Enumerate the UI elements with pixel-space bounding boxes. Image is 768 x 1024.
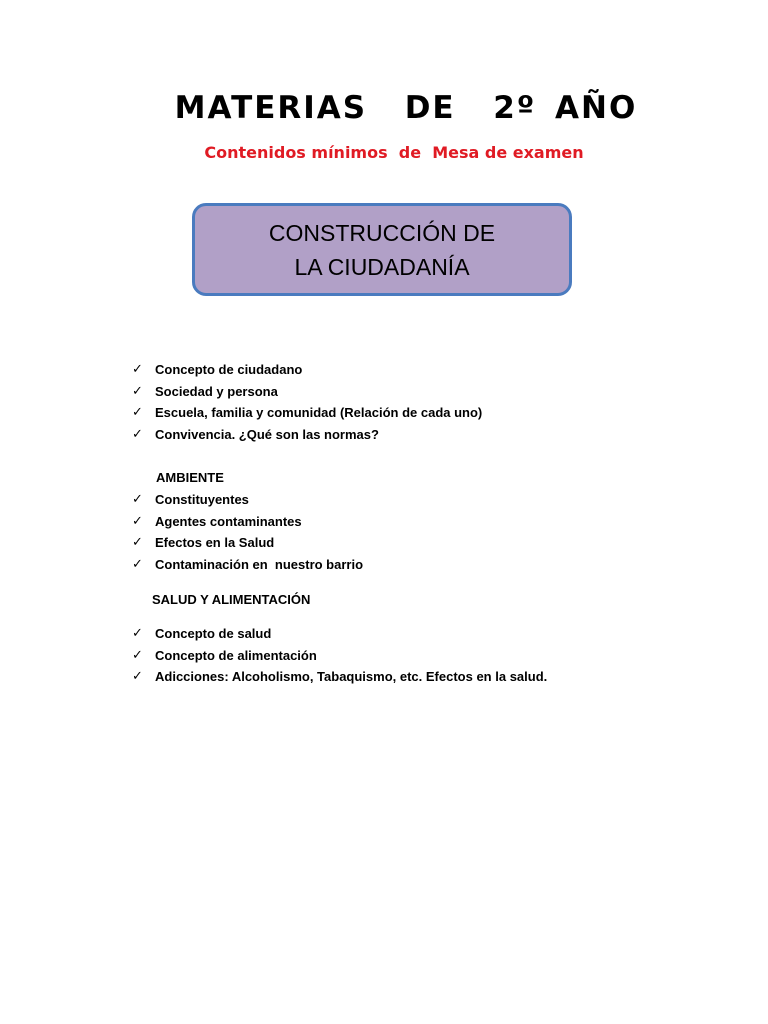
check-icon: ✓ bbox=[132, 626, 143, 641]
list-item-text: Efectos en la Salud bbox=[155, 535, 275, 551]
check-icon: ✓ bbox=[132, 647, 143, 663]
page-subtitle: Contenidos mínimos de Mesa de examen bbox=[204, 143, 584, 162]
check-icon: ✓ bbox=[132, 362, 143, 377]
page-title: MATERIAS DE 2º AÑO bbox=[174, 90, 638, 126]
list-item bbox=[132, 511, 363, 533]
topics-list-ambiente bbox=[132, 489, 363, 576]
list-item bbox=[132, 359, 482, 381]
check-icon: ✓ bbox=[132, 669, 143, 685]
list-item bbox=[132, 402, 482, 424]
list-item-text: Sociedad y persona bbox=[155, 383, 278, 399]
list-item-text: Agentes contaminantes bbox=[155, 513, 302, 529]
list-item-text: Escuela, familia y comunidad (Relación de cada uno) bbox=[155, 405, 483, 421]
check-icon: ✓ bbox=[132, 535, 143, 551]
list-item bbox=[132, 666, 547, 688]
list-item bbox=[132, 532, 363, 554]
list-item-text: Constituyentes bbox=[155, 492, 249, 507]
list-item-text: Concepto de ciudadano bbox=[155, 362, 303, 377]
check-icon: ✓ bbox=[132, 513, 143, 529]
check-icon: ✓ bbox=[132, 557, 143, 573]
section-heading-salud: SALUD Y ALIMENTACIÓN bbox=[152, 592, 311, 607]
list-item bbox=[132, 554, 363, 576]
section-heading-ambiente: AMBIENTE bbox=[156, 470, 224, 485]
list-item bbox=[132, 645, 547, 667]
topics-list-salud bbox=[132, 623, 547, 688]
subject-box bbox=[192, 203, 572, 296]
check-icon: ✓ bbox=[132, 405, 143, 421]
list-item-text: Concepto de alimentación bbox=[155, 647, 317, 663]
list-item bbox=[132, 424, 482, 446]
list-item-text: Convivencia. ¿Qué son las normas? bbox=[155, 427, 379, 443]
subject-title: CONSTRUCCIÓN DE LA CIUDADANÍA bbox=[268, 219, 496, 280]
check-icon: ✓ bbox=[132, 427, 143, 443]
list-item bbox=[132, 489, 363, 511]
list-item-text: Contaminación en nuestro barrio bbox=[155, 557, 364, 573]
list-item bbox=[132, 381, 482, 403]
topics-list-general bbox=[132, 359, 482, 446]
list-item-text: Concepto de salud bbox=[155, 626, 272, 641]
check-icon: ✓ bbox=[132, 492, 143, 507]
list-item-text: Adicciones: Alcoholismo, Tabaquismo, etc. Efectos en la salud. bbox=[155, 669, 548, 685]
check-icon: ✓ bbox=[132, 383, 143, 399]
list-item bbox=[132, 623, 547, 645]
